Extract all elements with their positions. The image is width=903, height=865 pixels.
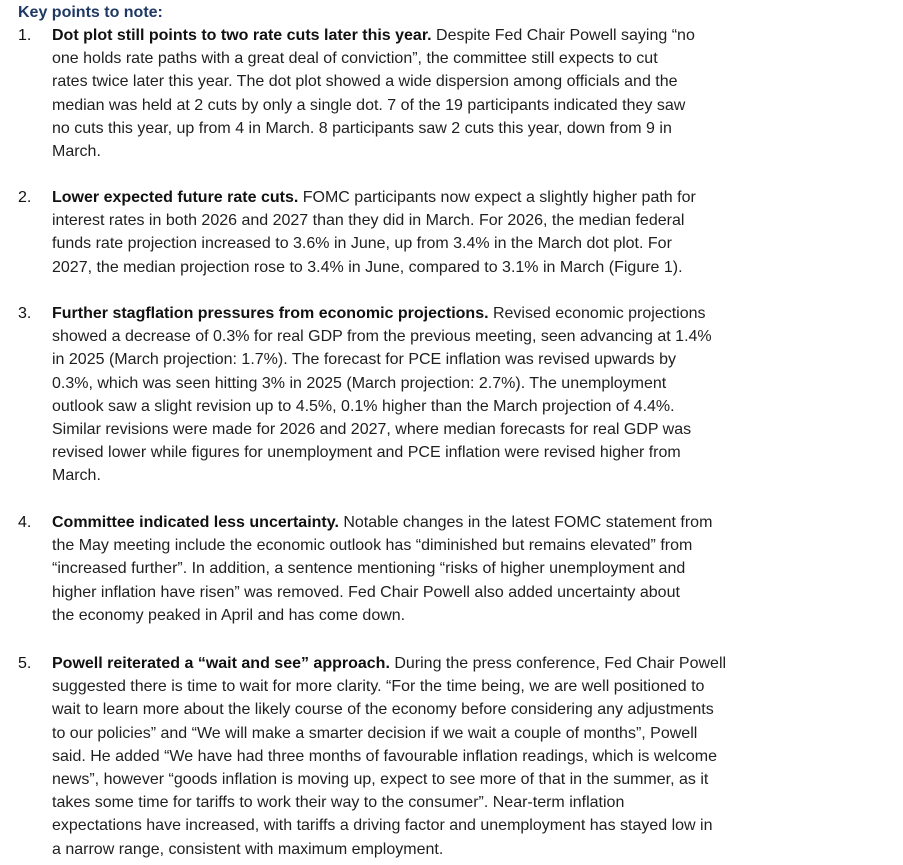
item-number: 3.: [18, 305, 32, 322]
item-title: Dot plot still points to two rate cuts later this year.: [52, 27, 432, 44]
item-line: the economy peaked in April and has come down.: [52, 606, 406, 624]
item-line: During the press conference, Fed Chair Powell: [389, 655, 727, 672]
item-line: 2027, the median projection rose to 3.4% in June, compared to 3.1% in March (Figure 1).: [52, 258, 683, 276]
item-text: [52, 511, 712, 627]
item-first-line: [52, 24, 695, 47]
item-first-line: [52, 186, 696, 209]
item-text: [52, 302, 712, 488]
item-line: the May meeting include the economic outlook has “diminished but remains elevated” from: [52, 537, 693, 555]
item-line: Similar revisions were made for 2026 and 2027, where median forecasts for real GDP was: [52, 421, 692, 439]
item-line: median was held at 2 cuts by only a single dot. 7 of the 19 participants indicated they saw: [52, 96, 686, 114]
item-number: 4.: [18, 514, 32, 531]
item-line: “increased further”. In addition, a sentence mentioning “risks of higher unemployment and: [52, 560, 686, 578]
item-line: takes some time for tariffs to work their way to the consumer”. Near-term inflation: [52, 794, 625, 812]
item-line: a narrow range, consistent with maximum employment.: [52, 840, 444, 858]
item-line: interest rates in both 2026 and 2027 than they did in March. For 2026, the median federal: [52, 212, 685, 230]
item-line: March.: [52, 467, 101, 485]
item-title: Lower expected future rate cuts.: [52, 189, 299, 206]
item-line: March.: [52, 143, 101, 161]
item-line: wait to learn more about the likely course of the economy before considering any adjustments: [52, 701, 714, 719]
section-heading: Key points to note:: [18, 4, 163, 21]
item-line: no cuts this year, up from 4 in March. 8 participants saw 2 cuts this year, down from 9 in: [52, 119, 672, 137]
item-line: outlook saw a slight revision up to 4.5%, 0.1% higher than the March projection of 4.4%.: [52, 397, 675, 415]
item-title: Powell reiterated a “wait and see” approach.: [52, 655, 390, 672]
item-number: 2.: [18, 189, 32, 206]
item-text: [52, 652, 726, 861]
item-first-line: [52, 652, 726, 675]
item-line: Notable changes in the latest FOMC statement from: [338, 514, 713, 531]
item-line: one holds rate paths with a great deal of conviction”, the committee still expects to cut: [52, 50, 658, 68]
item-line: showed a decrease of 0.3% for real GDP from the previous meeting, seen advancing at 1.4%: [52, 328, 712, 346]
item-first-line: [52, 302, 712, 325]
item-first-line: [52, 511, 712, 534]
item-line: expectations have increased, with tariffs a driving factor and unemployment has stayed low in: [52, 817, 713, 835]
item-line: Revised economic projections: [488, 305, 706, 322]
item-line: revised lower while figures for unemployment and PCE inflation were revised higher from: [52, 444, 681, 462]
item-title: Further stagflation pressures from economic projections.: [52, 305, 489, 322]
item-number: 1.: [18, 27, 32, 44]
item-line: rates twice later this year. The dot plot showed a wide dispersion among officials and the: [52, 73, 678, 91]
item-line: said. He added “We have had three months of favourable inflation readings, which is welcome: [52, 747, 717, 765]
item-line: Despite Fed Chair Powell saying “no: [431, 27, 695, 44]
item-line: funds rate projection increased to 3.6% in June, up from 3.4% in the March dot plot. For: [52, 235, 672, 253]
item-text: [52, 24, 695, 163]
item-line: FOMC participants now expect a slightly higher path for: [298, 189, 696, 206]
item-title: Committee indicated less uncertainty.: [52, 514, 339, 531]
item-line: 0.3%, which was seen hitting 3% in 2025 (March projection: 2.7%). The unemployment: [52, 374, 667, 392]
item-line: suggested there is time to wait for more clarity. “For the time being, we are well positioned to: [52, 678, 705, 696]
item-line: higher inflation have risen” was removed. Fed Chair Powell also added uncertainty about: [52, 583, 680, 601]
item-line: in 2025 (March projection: 1.7%). The forecast for PCE inflation was revised upwards by: [52, 351, 676, 369]
item-line: to our policies” and “We will make a smarter decision if we wait a couple of months”, Powell: [52, 724, 698, 742]
item-text: [52, 186, 696, 279]
item-number: 5.: [18, 655, 32, 672]
item-line: news”, however “goods inflation is moving up, expect to see more of that in the summer, as it: [52, 771, 709, 789]
